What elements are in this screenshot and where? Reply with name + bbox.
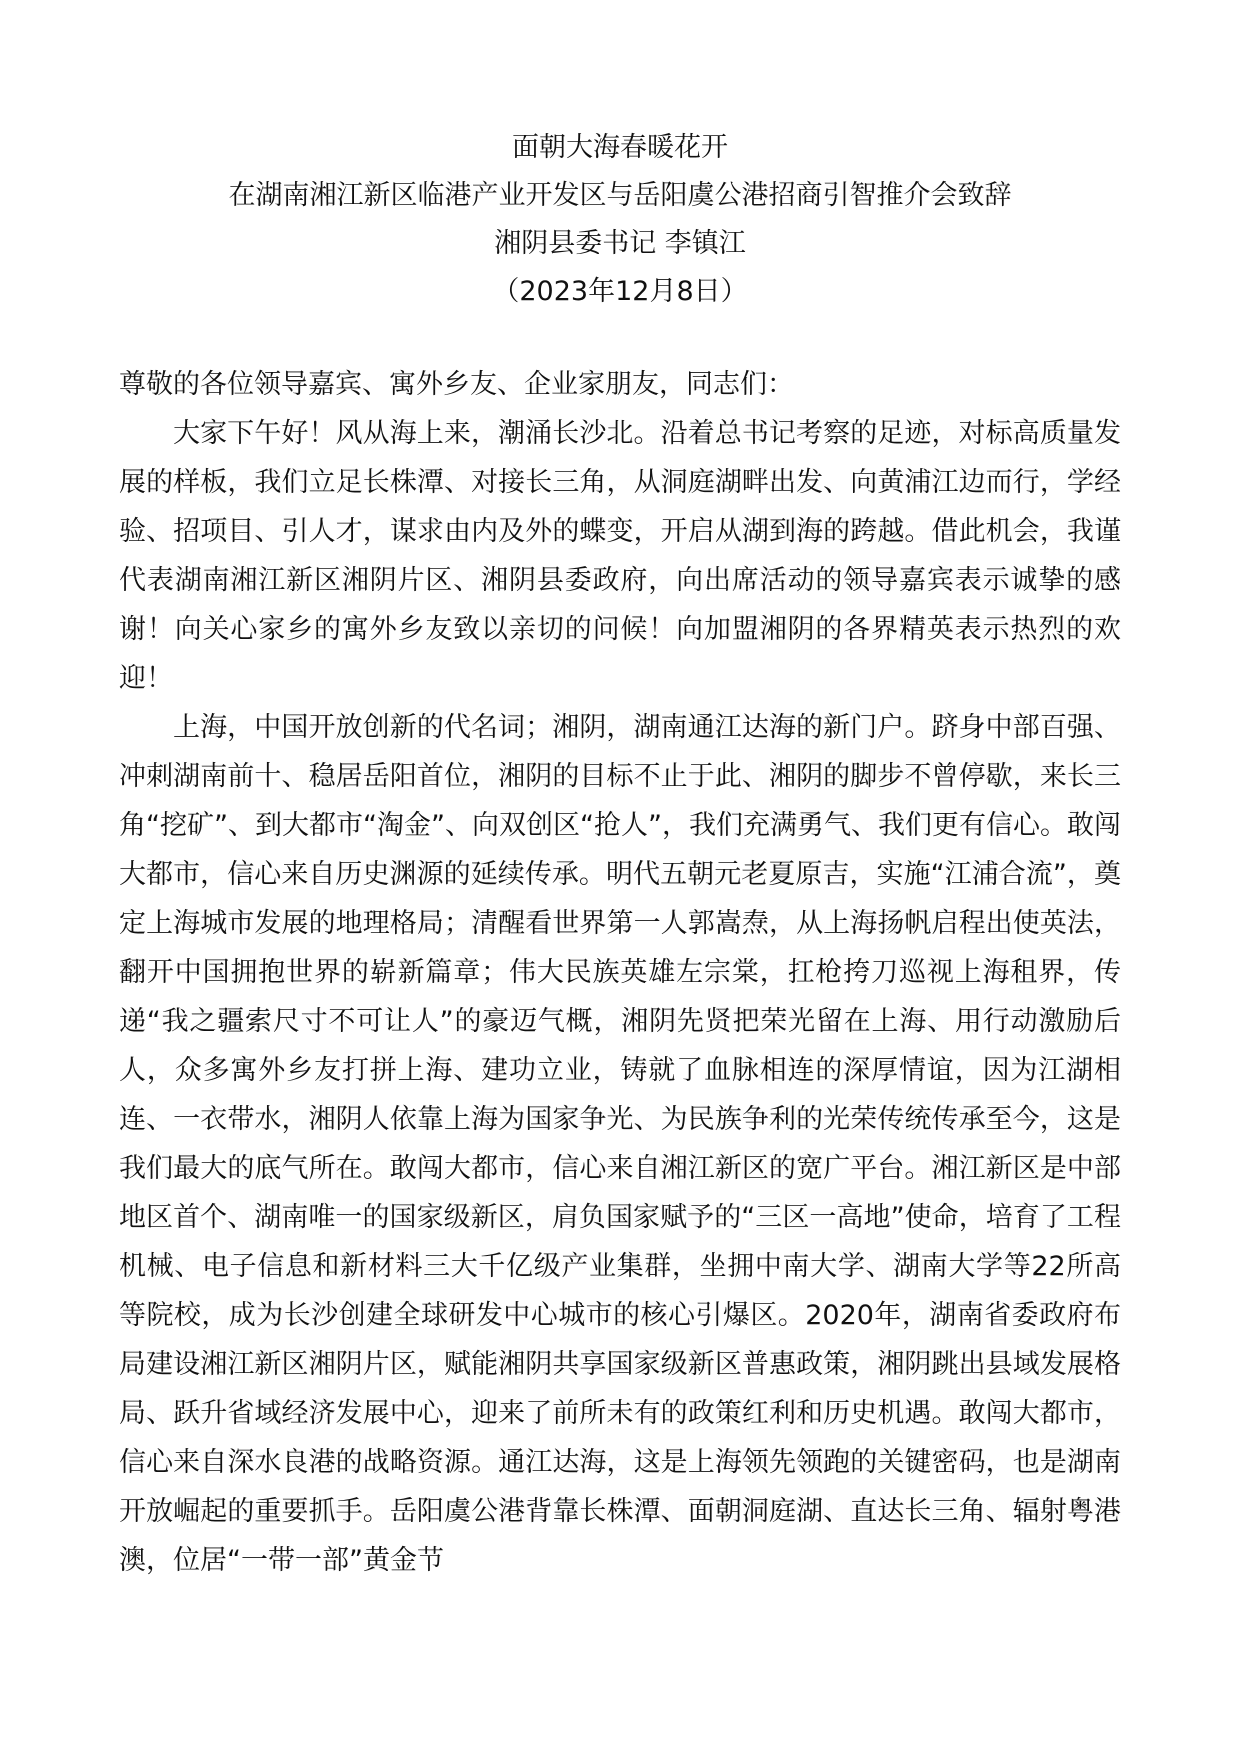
title-block xyxy=(119,124,1121,316)
document-author: 湘阴县委书记 李镇江 xyxy=(494,228,746,259)
paragraph-1: 大家下午好！风从海上来，潮涌长沙北。沿着总书记考察的足迹，对标高质量发展的样板，我们立足长株潭、对接长三角，从洞庭湖畔出发、向黄浦江边而行，学经验、招项目、引人才，谋求由内及外的蝶变，开启从湖到海的跨越。借此机会，我谨代表湖南湘江新区湘阴片区、湘阴县委政府，向出席活动的领导嘉宾表示诚挚的感谢！向关心家乡的寓外乡友致以亲切的问候！向加盟湘阴的各界精英表示热烈的欢迎！ xyxy=(119,418,1121,694)
document-date: （2023年12月8日） xyxy=(492,276,748,307)
document-subtitle: 在湖南湘江新区临港产业开发区与岳阳虞公港招商引智推介会致辞 xyxy=(228,180,1012,211)
document-title: 面朝大海春暖花开 xyxy=(512,132,728,163)
body-text xyxy=(119,409,1121,1585)
salutation: 尊敬的各位领导嘉宾、寓外乡友、企业家朋友，同志们： xyxy=(119,369,794,400)
paragraph-2: 上海，中国开放创新的代名词；湘阴，湖南通江达海的新门户。跻身中部百强、冲刺湖南前十、稳居岳阳首位，湘阴的目标不止于此、湘阴的脚步不曾停歇，来长三角“挖矿”、到大都市“淘金”、向双创区“抢人”，我们充满勇气、我们更有信心。敢闯大都市，信心来自历史渊源的延续传承。明代五朝元老夏原吉，实施“江浦合流”，奠定上海城市发展的地理格局；清醒看世界第一人郭嵩焘，从上海扬帆启程出使英法，翻开中国拥抱世界的崭新篇章；伟大民族英雄左宗棠，扛枪挎刀巡视上海租界，传递“我之疆索尺寸不可让人”的豪迈气概，湘阴先贤把荣光留在上海、用行动激励后人，众多寓外乡友打拼上海、建功立业，铸就了血脉相连的深厚情谊，因为江湖相连、一衣带水，湘阴人依靠上海为国家争光、为民族争利的光荣传统传承至今，这是我们最大的底气所在。敢闯大都市，信心来自湘江新区的宽广平台。湘江新区是中部地区首个、湖南唯一的国家级新区，肩负国家赋予的“三区一高地”使命，培育了工程机械、电子信息和新材料三大千亿级产业集群，坐拥中南大学、湖南大学等22所高等院校，成为长沙创建全球研发中心城市的核心引爆区。2020年，湖南省委政府布局建设湘江新区湘阴片区，赋能湘阴共享国家级新区普惠政策，湘阴跳出县域发展格局、跃升省域经济发展中心，迎来了前所未有的政策红利和历史机遇。敢闯大都市，信心来自深水良港的战略资源。通江达海，这是上海领先领跑的关键密码，也是湖南开放崛起的重要抓手。岳阳虞公港背靠长株潭、面朝洞庭湖、直达长三角、辐射粤港澳，位居“一带一部”黄金节 xyxy=(119,712,1121,1576)
